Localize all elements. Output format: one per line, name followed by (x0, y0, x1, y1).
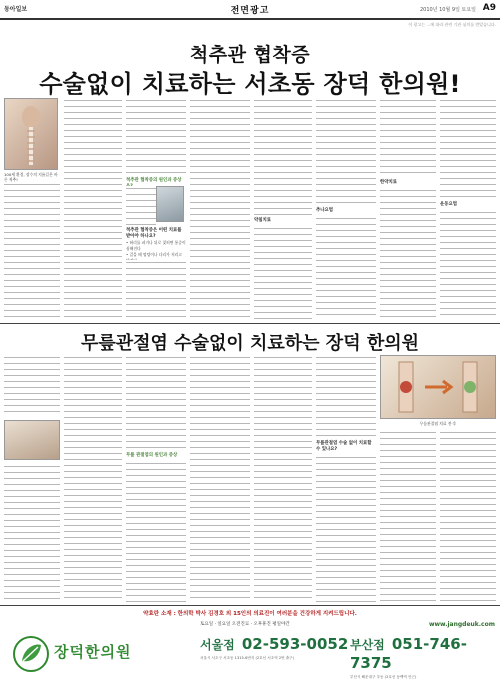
branch-phone[interactable]: 051-746-7375 (350, 635, 467, 672)
knee-column-1 (4, 355, 60, 417)
article-column-8 (440, 98, 496, 320)
newspaper-name: 동아일보 (4, 6, 28, 13)
leaf-icon (12, 635, 50, 673)
subhead-knee-causes: 무릎 관절염의 원인과 증상 (126, 453, 178, 458)
symptom-item: • 허리를 펴거나 뒤로 젖히면 통증이 심해진다 (126, 240, 186, 251)
branch-seoul (200, 634, 350, 661)
knee-column-5 (254, 355, 312, 602)
article-column-6 (316, 98, 376, 320)
article-column-7 (380, 98, 436, 320)
branch-busan (350, 634, 500, 680)
footer-notice: 약효란 소재 : 한의학 박사 김경호 외 15인의 의료진이 여러분을 건강하게 지켜드립니다. (0, 608, 500, 620)
article-column-4 (190, 98, 250, 320)
clinic-name: 장덕한의원 (54, 643, 132, 661)
footer-divider (0, 605, 500, 606)
back-pain-photo (156, 186, 184, 222)
article-column-3 (126, 98, 186, 320)
knee-column-2 (64, 355, 122, 602)
knee-photo-caption: 무릎관절염 치료 전·후 (419, 421, 457, 426)
knee-joint-icon (381, 356, 495, 418)
knee-column-4 (190, 355, 250, 602)
branch-address: 부산시 해운대구 우동 (2호선 동백역 인근) (350, 675, 417, 679)
ad-approval-note: 이 광고는 …에 따라 관련 기관 심의를 받았습니다. (408, 22, 496, 27)
knee-column-1b (4, 464, 60, 602)
photo-caption: 100세 환경, 장수의 지름길은 바른 척추! (4, 172, 58, 182)
symptom-item: • 걸을 때 엉덩이나 다리가 저리고 (126, 252, 182, 257)
branch-name: 서울점 (200, 638, 235, 652)
branch-phone[interactable]: 02-593-0052 (241, 635, 349, 653)
article-column-2 (64, 98, 122, 320)
subhead-treatment: 약침치료 (254, 218, 271, 223)
page-number: A9 (482, 3, 496, 13)
subhead-exercise: 운동요법 (440, 202, 457, 207)
section-title: 전면광고 (230, 6, 270, 16)
issue-date: 2010년 10월 9일 토요일 (419, 7, 476, 13)
knee-column-8 (440, 430, 496, 602)
subhead-symptoms: 척추관 협착증은 어떤 치료를 받아야 하나요? (126, 228, 182, 239)
subhead-herbal: 한약치료 (380, 180, 397, 185)
spine-photo (4, 98, 58, 170)
article-column-5 (254, 98, 312, 320)
knee-column-7 (380, 430, 436, 602)
subhead-chuna: 추나요법 (316, 208, 333, 213)
clinic-logo (8, 627, 143, 685)
clinic-website-link[interactable]: www.jangdeuk.com (428, 621, 495, 628)
knee-column-6 (316, 355, 376, 602)
knee-treatment-photo (380, 355, 496, 419)
headline-knee: 무릎관절염 수술없이 치료하는 장덕 한의원 (80, 333, 420, 354)
masthead (0, 0, 500, 20)
clinic-hours: 토요일 · 일요일 오전진료 · 오후휴진 평일야간 (200, 622, 290, 627)
branch-name: 부산점 (350, 638, 385, 652)
headline-spinal-stenosis: 척추관 협착증 (189, 44, 311, 66)
subhead-causes: 척추관 협착증의 원인과 증상 (126, 178, 182, 183)
headline-main: 수술없이 치료하는 서초동 장덕 한의원! (39, 70, 461, 98)
section-divider (0, 323, 500, 324)
knee-column-3 (126, 355, 186, 602)
knee-photo (4, 420, 60, 460)
branch-address: 서울시 서초구 서초동 1315-6번지 (2호선 서초역 2번 출구) (200, 656, 295, 660)
spine-illustration-icon (5, 99, 57, 169)
article-column-1 (4, 182, 60, 320)
subhead-knee-treatment: 무릎관절염 수술 없이 치료할 수 있나요? (316, 441, 372, 452)
